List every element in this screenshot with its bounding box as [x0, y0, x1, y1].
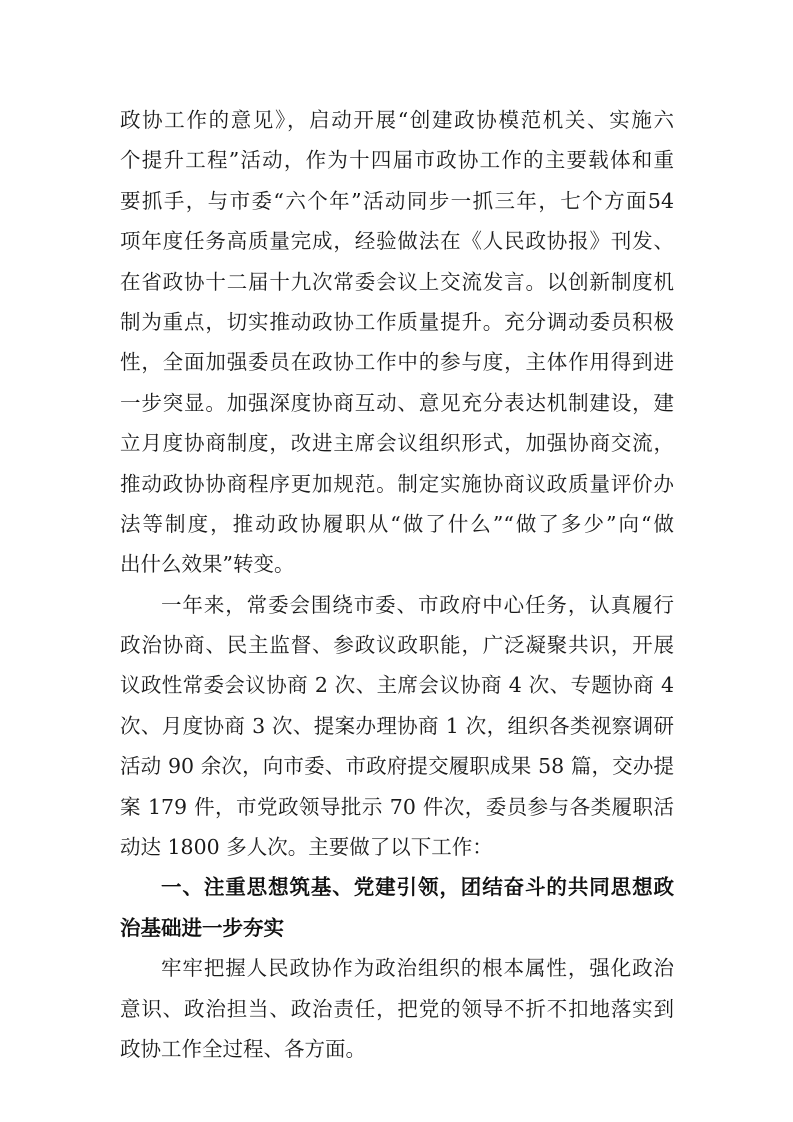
text-line: 活动 90 余次，向市委、市政府提交履职成果 58 篇，交办提: [120, 754, 674, 779]
text-line: 动达 1800 多人次。主要做了以下工作：: [120, 835, 493, 860]
text-line: 政治协商、民主监督、参政议政职能，广泛凝聚共识，开展: [120, 633, 674, 658]
text-line: 一步突显。加强深度协商互动、意见充分表达机制建设，建: [120, 390, 674, 415]
paragraph-mechanism-innovation: [120, 100, 674, 585]
text-line: 意识、政治担当、政治责任，把党的领导不折不扣地落实到: [120, 996, 674, 1021]
text-line: 议政性常委会议协商 2 次、主席会议协商 4 次、专题协商 4: [120, 673, 674, 698]
text-line: 要抓手，与市委“六个年”活动同步一抓三年，七个方面54: [120, 188, 674, 213]
text-line: 次、月度协商 3 次、提案办理协商 1 次，组织各类视察调研: [120, 713, 674, 738]
text-line: 法等制度，推动政协履职从“做了什么”“做了多少”向“做: [120, 511, 674, 536]
text-line: 出什么效果”转变。: [120, 552, 295, 577]
text-line: 政协工作全过程、各方面。: [120, 1036, 366, 1061]
paragraph-political-attribute: [120, 948, 674, 1069]
text-line: 在省政协十二届十九次常委会议上交流发言。以创新制度机: [120, 269, 674, 294]
text-line: 案 179 件，市党政领导批示 70 件次，委员参与各类履职活: [120, 794, 674, 819]
document-body: [120, 100, 674, 1069]
heading-line: 治基础进一步夯实: [120, 915, 284, 940]
text-line: 一年来，常委会围绕市委、市政府中心任务，认真履行: [161, 592, 674, 617]
text-line: 项年度任务高质量完成，经验做法在《人民政协报》刊发、: [120, 229, 674, 254]
heading-line: 一、注重思想筑基、党建引领，团结奋斗的共同思想政: [161, 875, 674, 900]
paragraph-annual-summary: [120, 585, 674, 868]
text-line: 立月度协商制度，改进主席会议组织形式，加强协商交流，: [120, 431, 674, 456]
section-heading-1: [120, 867, 674, 948]
text-line: 制为重点，切实推动政协工作质量提升。充分调动委员积极: [120, 309, 674, 334]
text-line: 性，全面加强委员在政协工作中的参与度，主体作用得到进: [120, 350, 674, 375]
text-line: 推动政协协商程序更加规范。制定实施协商议政质量评价办: [120, 471, 674, 496]
text-line: 政协工作的意见》，启动开展“创建政协模范机关、实施六: [120, 108, 674, 132]
text-line: 个提升工程”活动，作为十四届市政协工作的主要载体和重: [120, 148, 674, 173]
text-line: 牢牢把握人民政协作为政治组织的根本属性，强化政治: [161, 956, 674, 981]
